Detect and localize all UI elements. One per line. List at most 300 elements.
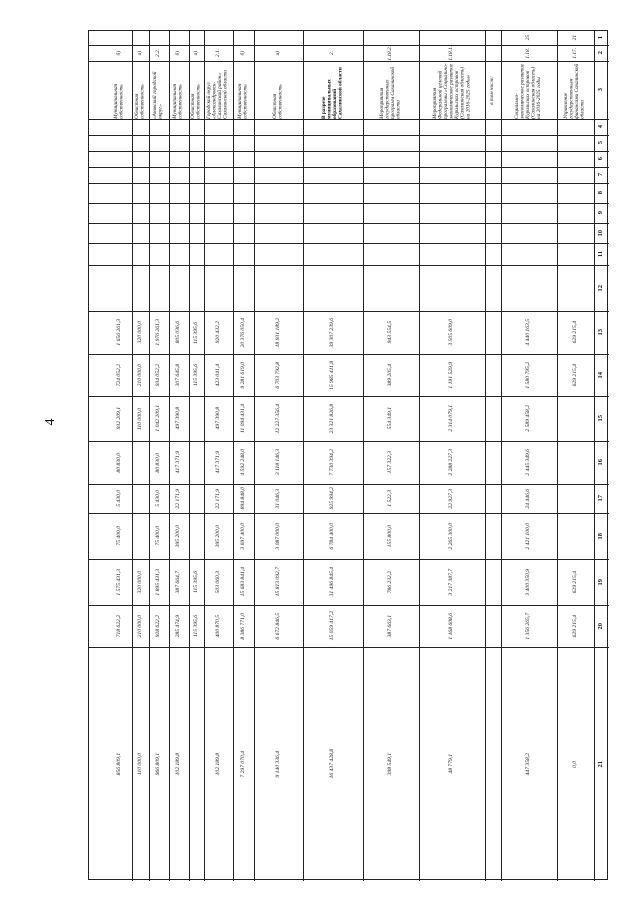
- column-header-10-text: 10: [597, 229, 605, 237]
- table-cell-text: 447 358,2: [525, 752, 532, 776]
- table-cell: [107, 441, 132, 484]
- table-cell-text: 0,0: [571, 760, 578, 768]
- table-cell: [557, 61, 594, 119]
- table-cell: [363, 396, 419, 441]
- table-cell: [149, 484, 169, 513]
- table-cell-text: 157 322,3: [387, 451, 394, 474]
- table-cell-text: Социально-экономическое развитие Курильских островов (Сахалинская область) на 2016-2025 годы: [514, 63, 543, 119]
- table-cell: [501, 559, 557, 605]
- table-cell-text: 75 400,0: [115, 526, 122, 546]
- table-cell-text: 398 549,1: [387, 752, 394, 776]
- table-cell-text: 856 809,1: [115, 752, 122, 776]
- column-header-13: [594, 311, 609, 354]
- column-header-16: [594, 441, 609, 484]
- table-cell: [169, 311, 189, 354]
- table-cell-text: 395 200,0: [175, 524, 182, 548]
- table-cell-text: 417 371,9: [214, 451, 221, 474]
- column-header-9-text: 9: [597, 211, 605, 215]
- column-header-2-text: 2: [597, 51, 605, 55]
- table-cell-text: 423 041,4: [214, 363, 221, 387]
- table-cell: [107, 311, 132, 354]
- table-cell-text: 4 592 248,0: [239, 449, 246, 476]
- table-cell-text: 1.18.2.: [387, 45, 394, 61]
- table-cell: [485, 61, 501, 119]
- table-cell-text: 554 349,1: [387, 407, 394, 430]
- table-cell: [169, 396, 189, 441]
- table-cell: [419, 441, 485, 484]
- column-header-16-text: 16: [597, 459, 605, 466]
- table-cell: [363, 484, 419, 513]
- column-header-4-text: 4: [597, 125, 605, 129]
- table-cell-text: 16 437 428,8: [329, 749, 336, 779]
- table-cell: [303, 396, 363, 441]
- table-cell: [303, 513, 363, 559]
- table-cell: [189, 559, 204, 605]
- table-cell: [254, 484, 303, 513]
- table-cell-text: 48 779,1: [448, 754, 455, 774]
- table-cell-text: 6 703 792,8: [274, 361, 281, 389]
- table-cell: [419, 559, 485, 605]
- column-header-1: [594, 31, 609, 45]
- table-cell-text: 3 217 387,7: [448, 568, 455, 596]
- table-cell: [419, 311, 485, 354]
- table-rule: [89, 151, 609, 152]
- column-header-11: [594, 243, 609, 265]
- table-cell: [303, 647, 363, 881]
- table-cell: [419, 484, 485, 513]
- table-cell-text: Муниципальная собственность: [236, 83, 249, 119]
- column-header-12: [594, 265, 609, 311]
- table-cell-text: 3 505 609,0: [448, 319, 455, 346]
- column-header-20-text: 20: [597, 622, 605, 630]
- column-header-14-text: 14: [597, 371, 605, 379]
- table-cell-text: 497 390,8: [175, 407, 182, 430]
- table-cell: [363, 61, 419, 119]
- table-cell: [149, 396, 169, 441]
- table-cell-text: Городской округ «Александровск-Сахалинский район» Сахалинской области: [206, 70, 230, 119]
- table-cell-text: Областная собственность: [133, 84, 146, 119]
- column-header-11-text: 11: [597, 250, 605, 258]
- table-cell-text: 102 189,8: [175, 752, 182, 776]
- table-cell: [233, 484, 254, 513]
- table-cell-text: а): [274, 50, 281, 56]
- table-cell-text: 389 205,4: [387, 363, 394, 387]
- table-cell-text: 1.17.: [571, 47, 578, 59]
- table-cell: [204, 45, 233, 61]
- table-cell: [169, 513, 189, 559]
- table-cell: [233, 647, 254, 881]
- column-header-8-text: 8: [597, 191, 605, 195]
- table-cell-text: 115 395,6: [192, 364, 199, 386]
- table-rule: [89, 119, 609, 120]
- table-cell: [204, 354, 233, 396]
- table-cell: [149, 311, 169, 354]
- table-cell: [303, 61, 363, 119]
- column-header-8: [594, 183, 609, 203]
- table-cell: [233, 559, 254, 605]
- column-header-19: [594, 559, 609, 605]
- table-cell-text: 920 432,2: [214, 321, 221, 344]
- table-cell-text: 8 386 771,0: [239, 612, 246, 640]
- table-cell-text: в том числе:: [489, 75, 496, 105]
- table-cell-text: «Анивский городской округ»: [152, 71, 164, 119]
- table-cell-text: 1.18.1.: [448, 45, 455, 61]
- table-cell-text: Мероприятия государственных программ Сахалинской области: [378, 66, 402, 119]
- table-cell: [303, 354, 363, 396]
- table-cell: [363, 513, 419, 559]
- table-cell: [107, 61, 132, 119]
- table-cell-text: 1 976 261,3: [155, 319, 162, 346]
- table-cell-text: 115 395,6: [192, 615, 199, 637]
- table-cell-text: 31 496 845,4: [329, 567, 336, 597]
- table-cell-text: 1 575 431,3: [115, 568, 122, 596]
- table-cell: [132, 605, 149, 647]
- table-cell: [149, 61, 169, 119]
- table-rule: [89, 265, 609, 266]
- table-cell-text: В разрезе муниципальных образований Сахалинской области: [320, 67, 344, 119]
- table-cell-text: 1 656 261,3: [115, 319, 122, 346]
- table-cell: [363, 311, 419, 354]
- table-cell-text: 39 307 239,6: [329, 317, 336, 348]
- table-cell-text: 934 052,2: [155, 363, 162, 387]
- table-cell: [233, 354, 254, 396]
- table-cell-text: 932 209,1: [115, 407, 122, 430]
- table-cell-text: 320 000,0: [136, 321, 143, 344]
- table-cell: [233, 45, 254, 61]
- column-header-18: [594, 513, 609, 559]
- table-cell-text: 1 168 608,6: [448, 612, 455, 640]
- table-cell: [254, 396, 303, 441]
- table-cell: [501, 311, 557, 354]
- table-cell-text: Муниципальная собственность: [172, 83, 184, 119]
- table-cell: [204, 311, 233, 354]
- table-cell: [233, 61, 254, 119]
- table-cell-text: Мероприятия Федеральной целевой программы «Социально-экономическое развитие Курильских островов (Сахалинская область) на 2016-2025 годы»: [431, 63, 471, 119]
- column-header-21-text: 21: [597, 760, 605, 768]
- table-cell-text: 18 931 189,2: [274, 317, 281, 348]
- table-cell-text: 1 042 209,1: [155, 405, 162, 432]
- table-cell: [254, 45, 303, 61]
- table-cell-text: 20 376 050,4: [239, 317, 246, 348]
- table-cell: [557, 559, 594, 605]
- column-header-5: [594, 135, 609, 151]
- table-cell-text: 629 215,4: [571, 570, 578, 594]
- table-cell: [501, 441, 557, 484]
- column-header-15-text: 15: [597, 415, 605, 422]
- table-cell-text: 2 314 079,1: [448, 405, 455, 432]
- table-cell: [557, 311, 594, 354]
- table-cell: [107, 605, 132, 647]
- table-cell-text: 307 645,8: [175, 363, 182, 387]
- table-cell: [501, 31, 557, 45]
- table-cell-text: 400 870,5: [214, 614, 221, 638]
- column-header-15: [594, 396, 609, 441]
- table-cell-text: 110 000,0: [136, 753, 143, 775]
- table-cell-text: 1 522,3: [387, 490, 394, 507]
- table-cell-text: 943 554,5: [387, 321, 394, 344]
- table-cell: [557, 605, 594, 647]
- table-cell: [501, 605, 557, 647]
- table-cell-text: 102 189,8: [214, 752, 221, 776]
- table-cell-text: Управление государственным финансами Сахалинской области: [563, 63, 587, 119]
- table-cell-text: 786 232,2: [387, 570, 394, 594]
- table-cell: [169, 484, 189, 513]
- table-cell: [254, 513, 303, 559]
- table-cell-text: 24 446,6: [525, 488, 532, 509]
- budget-table: [88, 30, 608, 880]
- table-cell: [169, 45, 189, 61]
- table-cell-text: 629 215,4: [571, 321, 578, 344]
- table-cell-text: 80 830,0: [155, 452, 162, 473]
- column-header-1-text: 1: [597, 36, 605, 40]
- table-cell: [204, 441, 233, 484]
- table-cell-text: 115 395,6: [192, 321, 199, 344]
- table-cell: [132, 45, 149, 61]
- table-cell: [501, 61, 557, 119]
- table-cell-text: 320 000,0: [136, 570, 143, 594]
- table-rule: [89, 203, 609, 204]
- table-cell: [149, 605, 169, 647]
- table-cell-text: 5 430,0: [115, 490, 122, 507]
- table-cell: [169, 441, 189, 484]
- table-cell: [149, 45, 169, 61]
- table-cell: [557, 31, 594, 45]
- table-rule: [89, 135, 609, 136]
- table-cell: [204, 605, 233, 647]
- table-cell: [557, 45, 594, 61]
- table-cell-text: 629 215,4: [571, 363, 578, 387]
- table-cell-text: 2 288 227,3: [448, 449, 455, 476]
- column-header-14: [594, 354, 609, 396]
- table-cell-text: 928 622,2: [155, 614, 162, 638]
- table-cell-text: Областная собственность: [271, 84, 284, 119]
- table-cell: [132, 647, 149, 881]
- table-rule: [89, 223, 609, 224]
- table-cell-text: 7 297 070,4: [239, 750, 246, 778]
- column-header-20: [594, 605, 609, 647]
- table-cell-text: б): [239, 50, 246, 56]
- table-cell: [363, 647, 419, 881]
- table-cell-text: 9 281 619,0: [239, 361, 246, 389]
- table-cell: [132, 61, 149, 119]
- table-cell-text: 1 895 431,3: [155, 568, 162, 596]
- table-cell-text: 31 046,3: [274, 488, 281, 509]
- column-header-17-text: 17: [597, 495, 605, 502]
- table-cell-text: 1.18.: [525, 47, 532, 59]
- table-cell: [132, 354, 149, 396]
- column-header-5-text: 5: [597, 141, 605, 145]
- column-header-13-text: 13: [597, 329, 605, 336]
- table-cell-text: 1 191 529,9: [448, 361, 455, 389]
- column-header-18-text: 18: [597, 532, 605, 540]
- table-cell-text: 7 730 394,2: [329, 449, 336, 476]
- table-cell: [107, 484, 132, 513]
- table-cell: [149, 559, 169, 605]
- table-cell: [254, 311, 303, 354]
- table-cell: [107, 513, 132, 559]
- table-cell: [501, 484, 557, 513]
- table-cell-text: 6 672 846,5: [274, 612, 281, 640]
- table-rule: [485, 31, 486, 881]
- table-cell: [189, 605, 204, 647]
- table-cell-text: 210 000,0: [136, 363, 143, 387]
- table-cell-text: 2 445 349,6: [525, 449, 532, 476]
- table-cell: [107, 396, 132, 441]
- table-cell-text: 417 371,9: [175, 451, 182, 474]
- table-cell: [501, 45, 557, 61]
- table-cell-text: 210 000,0: [136, 614, 143, 638]
- table-cell-text: 6 784 400,0: [329, 522, 336, 550]
- table-cell-text: 966 809,1: [155, 752, 162, 776]
- table-cell-text: а): [136, 50, 143, 56]
- table-cell: [233, 311, 254, 354]
- column-header-21: [594, 647, 609, 881]
- table-rule: [89, 183, 609, 184]
- table-cell: [107, 559, 132, 605]
- column-header-2: [594, 45, 609, 61]
- column-header-9: [594, 203, 609, 223]
- column-header-7: [594, 167, 609, 183]
- table-cell: [363, 354, 419, 396]
- table-cell: [501, 513, 557, 559]
- table-cell: [254, 354, 303, 396]
- table-cell: [169, 559, 189, 605]
- table-cell-text: 12 227 356,4: [274, 403, 281, 434]
- table-cell-text: 2 589 458,2: [525, 405, 532, 432]
- table-cell-text: 894 848,0: [239, 487, 246, 510]
- table-cell: [149, 647, 169, 881]
- table-cell: [557, 354, 594, 396]
- table-cell: [363, 441, 419, 484]
- table-cell-text: 285 474,9: [175, 614, 182, 638]
- table-cell-text: 3 697 400,0: [239, 522, 246, 550]
- table-cell-text: 629 215,4: [571, 614, 578, 638]
- table-cell-text: 503 060,3: [214, 570, 221, 594]
- table-cell: [363, 559, 419, 605]
- table-cell-text: 3 087 000,0: [274, 522, 281, 550]
- table-cell-text: 805 036,6: [175, 321, 182, 344]
- table-cell: [132, 311, 149, 354]
- table-cell: [419, 647, 485, 881]
- table-cell: [189, 61, 204, 119]
- table-cell: [254, 605, 303, 647]
- table-cell: [149, 354, 169, 396]
- table-cell: [107, 45, 132, 61]
- table-cell: [204, 484, 233, 513]
- table-cell: [169, 354, 189, 396]
- table-cell: [204, 396, 233, 441]
- table-cell-text: 11 094 431,4: [239, 404, 246, 433]
- table-cell: [204, 513, 233, 559]
- table-cell-text: 110 000,0: [136, 407, 143, 430]
- table-cell-text: 2 265 300,0: [448, 522, 455, 550]
- table-cell-text: 15 985 411,8: [329, 360, 336, 390]
- table-cell-text: 718 622,2: [115, 614, 122, 638]
- table-cell: [254, 61, 303, 119]
- table-cell-text: 15 813 092,7: [274, 567, 281, 597]
- table-cell-text: 2.2.: [155, 49, 162, 57]
- column-header-6-text: 6: [597, 157, 605, 161]
- column-header-10: [594, 223, 609, 243]
- table-cell-text: 23 321 826,8: [329, 403, 336, 434]
- table-cell: [233, 396, 254, 441]
- table-cell-text: 395 200,0: [214, 524, 221, 548]
- table-cell: [419, 513, 485, 559]
- table-cell-text: Муниципальная собственность: [112, 83, 125, 119]
- table-cell-text: 2.: [329, 51, 336, 55]
- table-cell-text: 155 800,0: [387, 524, 394, 548]
- table-cell: [254, 559, 303, 605]
- table-rule: [189, 31, 190, 881]
- table-cell: [204, 647, 233, 881]
- column-header-19-text: 19: [597, 578, 605, 586]
- table-cell: [132, 559, 149, 605]
- table-cell-text: 1 580 795,2: [525, 361, 532, 389]
- table-cell-text: 22 171,9: [214, 488, 221, 509]
- table-cell: [363, 605, 419, 647]
- table-cell-text: 25: [525, 35, 532, 41]
- page-number: 4: [43, 418, 58, 426]
- column-header-4: [594, 119, 609, 135]
- table-cell: [419, 61, 485, 119]
- table-cell-text: б): [115, 50, 122, 56]
- table-cell-text: 2.1.: [214, 49, 221, 57]
- table-cell: [501, 354, 557, 396]
- table-cell: [557, 647, 594, 881]
- table-cell: [107, 647, 132, 881]
- column-header-6: [594, 151, 609, 167]
- table-cell-text: 5 430,0: [155, 490, 162, 507]
- table-cell: [303, 45, 363, 61]
- table-cell-text: 925 994,2: [329, 487, 336, 510]
- table-cell-text: 9 140 336,4: [274, 750, 281, 778]
- table-cell-text: 387 664,7: [175, 570, 182, 594]
- table-cell-text: 3 118 146,3: [274, 449, 281, 476]
- table-cell-text: 22 171,9: [175, 488, 182, 509]
- table-cell: [169, 61, 189, 119]
- table-cell: [189, 311, 204, 354]
- table-cell: [169, 647, 189, 881]
- table-cell: [132, 396, 149, 441]
- table-cell: [363, 45, 419, 61]
- table-cell: [303, 559, 363, 605]
- table-cell: [233, 441, 254, 484]
- table-cell: [233, 605, 254, 647]
- table-cell: [419, 354, 485, 396]
- table-cell: [419, 605, 485, 647]
- table-cell: [169, 605, 189, 647]
- table-rule: [89, 167, 609, 168]
- table-cell: [501, 647, 557, 881]
- table-cell-text: 1 356 265,7: [525, 612, 532, 640]
- table-cell-text: 497 390,8: [214, 407, 221, 430]
- column-header-12-text: 12: [597, 284, 605, 292]
- table-cell: [303, 605, 363, 647]
- column-header-7-text: 7: [597, 173, 605, 177]
- column-header-17: [594, 484, 609, 513]
- table-cell-text: 80 830,0: [115, 452, 122, 473]
- table-cell-text: 75 400,0: [155, 526, 162, 546]
- table-cell-text: 115 395,6: [192, 571, 199, 593]
- column-header-3-text: 3: [597, 88, 605, 92]
- table-cell: [303, 311, 363, 354]
- table-cell-text: 387 663,1: [387, 614, 394, 638]
- table-cell-text: Областная собственность: [189, 84, 202, 119]
- table-cell-text: 724 052,2: [115, 363, 122, 387]
- table-cell: [501, 396, 557, 441]
- table-cell-text: 4 440 163,5: [525, 319, 532, 346]
- table-cell: [204, 61, 233, 119]
